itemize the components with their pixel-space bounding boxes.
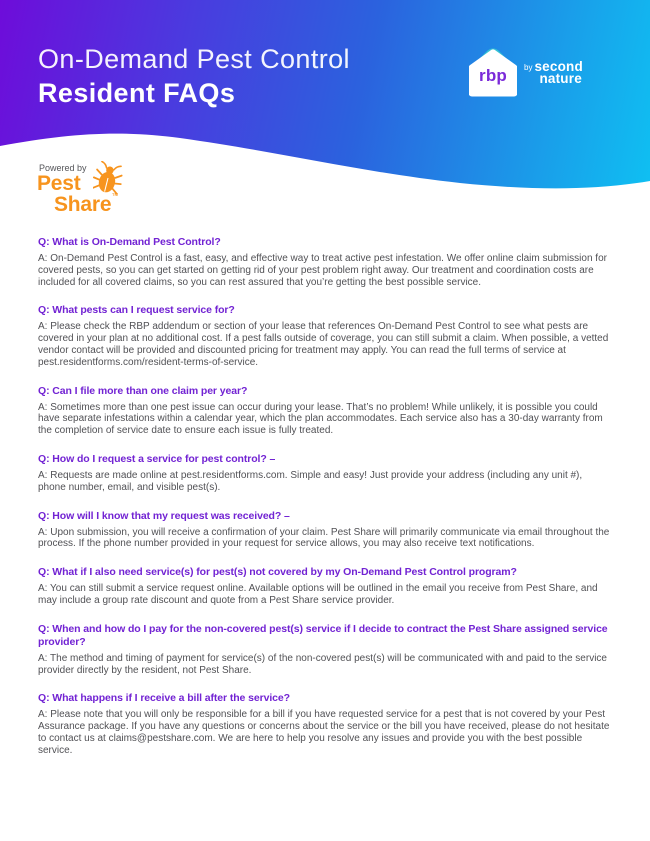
title-line1: On-Demand Pest Control [38, 44, 350, 74]
faq-list [0, 200, 650, 773]
faq-answer: A: Please note that you will only be responsible for a bill if you have requested service for a pest that is not covered by your Pest Assurance package. If you have any questions or concerns about the service or the bill you have received, please do not hesitate to contact us at claims@pestshare.com. We are here to help you resolve any issues and provide you with the best possible service. [38, 709, 610, 756]
powered-by-label: Powered by [39, 163, 87, 173]
pestshare-word-pest: Pest [37, 172, 81, 195]
faq-item [38, 304, 612, 368]
faq-question: Q: What is On-Demand Pest Control? [38, 236, 221, 248]
faq-answer: A: The method and timing of payment for service(s) of the non-covered pest(s) will be communicated with and paid to the service provider directly by the resident, not Pest Share. [38, 652, 607, 676]
faq-answer: A: You can still submit a service request online. Available options will be outlined in the email you receive from Pest Share, and may include a group rate discount and quote from a Pest Share service provider. [38, 583, 598, 606]
second-nature-word2: nature [539, 70, 582, 86]
faq-item [38, 385, 612, 437]
second-nature-logo [524, 61, 583, 84]
rbp-logo [467, 45, 519, 103]
faq-question: Q: What if I also need service(s) for pest(s) not covered by my On-Demand Pest Control program? [38, 566, 517, 579]
faq-question: Q: When and how do I pay for the non-covered pest(s) service if I decide to contract the Pest Share assigned service provider? [38, 622, 608, 648]
bug-icon [93, 161, 123, 195]
faq-item [38, 453, 612, 494]
faq-item [38, 236, 612, 288]
faq-item [38, 623, 612, 677]
faq-answer: A: Upon submission, you will receive a confirmation of your claim. Pest Share will primarily communicate via email throughout the process. If the phone number provided in your request for service allows, you may also receive text notifications. [38, 526, 610, 550]
faq-question: Q: What happens if I receive a bill after the service? [38, 692, 290, 705]
faq-answer: A: Requests are made online at pest.residentforms.com. Simple and easy! Just provide your address (including any unit #), phone number, email, and visible pest(s). [38, 469, 583, 493]
faq-question: Q: Can I file more than one claim per year? [38, 384, 248, 397]
faq-item [38, 692, 612, 756]
faq-answer: A: On-Demand Pest Control is a fast, easy, and effective way to treat active pest infestation. We offer online claim submission for covered pests, so you can get started on getting rid of your pest problem right away. Our treatment and coordination costs are included for all covered claims, so you can rest assured that you’re getting the best possible service. [38, 253, 607, 288]
faq-question: Q: How do I request a service for pest control? – [38, 452, 276, 465]
faq-question: Q: What pests can I request service for? [38, 304, 235, 317]
faq-answer: A: Please check the RBP addendum or section of your lease that references On-Demand Pest Control to see what pests are covered in your plan at no additional cost. If a pest falls outside of coverage, you can still submit a claim. When possible, a vetted vendor contact will be provided and discounted pricing for treatment may apply. You can read the full terms of service at pest.residentforms.com/resident-terms-of-service. [38, 321, 609, 368]
trademark-symbol: ™ [111, 193, 119, 200]
title-line2: Resident FAQs [38, 78, 236, 108]
by-label: by [524, 63, 533, 72]
faq-question: Q: How will I know that my request was received? – [38, 509, 290, 522]
share-text: Share [54, 193, 112, 216]
page-title [38, 42, 350, 110]
faq-item [38, 510, 612, 551]
faq-answer: A: Sometimes more than one pest issue can occur during your lease. That’s no problem! While unlikely, it is possible you could have separate infestations within a calendar year, which the plan accommodates. Each service also has a 30-day warranty from the completion of service date to ensure each issue is fully treated. [38, 401, 603, 437]
second-nature-word1: second [534, 59, 583, 74]
rbp-logo-text: rbp [479, 66, 507, 85]
faq-item [38, 566, 612, 607]
